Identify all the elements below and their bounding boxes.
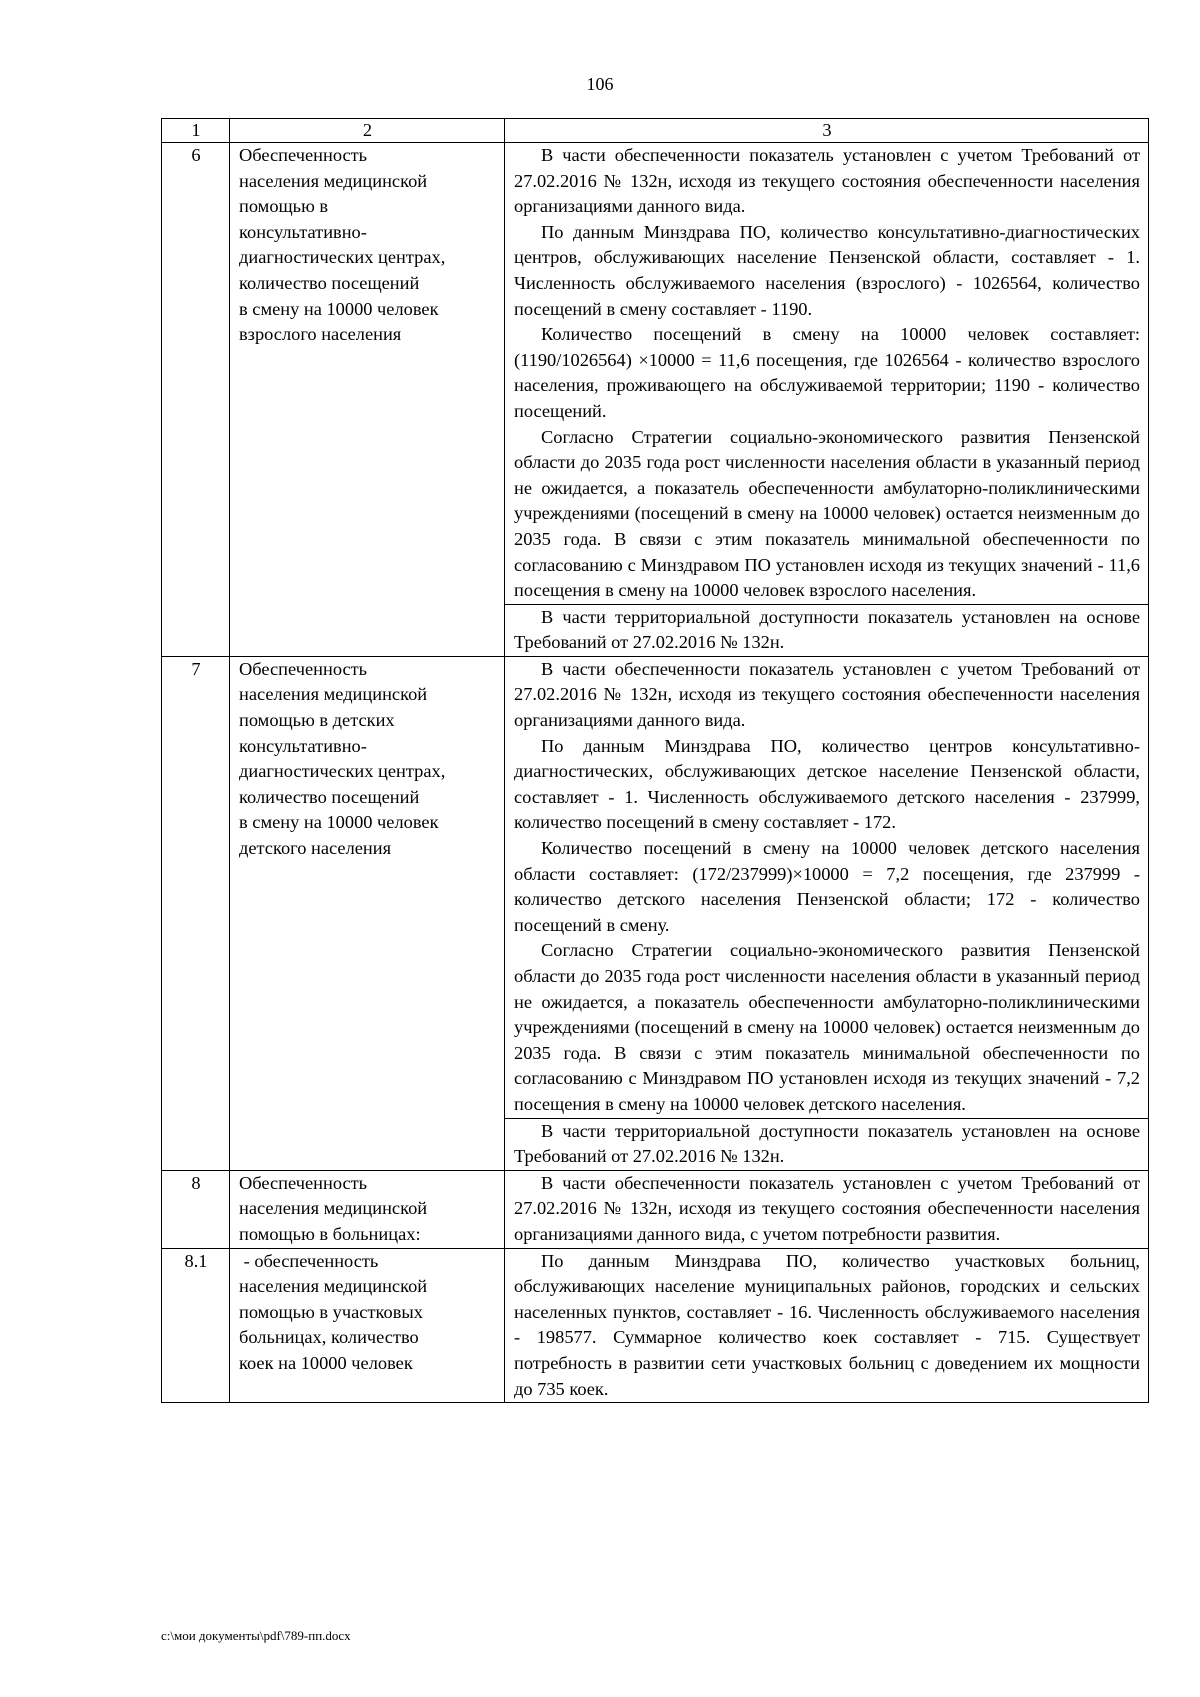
row-number: 7 <box>162 656 230 1170</box>
header-col-1: 1 <box>162 119 230 143</box>
name-line: помощью в детских <box>239 710 395 731</box>
access-cell <box>505 1118 1149 1170</box>
name-line: детского населения <box>239 838 392 859</box>
row-number: 6 <box>162 143 230 657</box>
table-header-row <box>162 119 1149 143</box>
justification-cell <box>505 143 1149 605</box>
name-line: населения медицинской <box>239 170 428 191</box>
paragraph: По данным Минздрава ПО, количество консультативно-диагностических центров, обслуживающих население Пензенской области, составляет - 1. Численность обслуживаемого населения (взрослого) - 1026564, количество посещений в смену составляет - 1190. <box>514 221 1140 319</box>
paragraph: Согласно Стратегии социально-экономического развития Пензенской области до 2035 года рост численности населения области в указанный период не ожидается, а показатель обеспеченности амбулаторно-поликлиническими учреждениями (посещений в смену на 10000 человек) остается неизменным до 2035 года. В связи с этим показатель минимальной обеспеченности по согласованию с Минздравом ПО установлен исходя из текущих значений - 7,2 посещения в смену на 10000 человек детского населения. <box>514 940 1140 1114</box>
name-line: диагностических центрах, <box>239 761 446 782</box>
name-line: помощью в больницах: <box>239 1223 421 1244</box>
name-line: в смену на 10000 человек <box>239 298 439 319</box>
name-line: населения медицинской <box>239 684 428 705</box>
name-line: диагностических центрах, <box>239 247 446 268</box>
name-line: взрослого населения <box>239 324 402 345</box>
name-line: помощью в <box>239 196 329 217</box>
name-line: - обеспеченность <box>239 1250 379 1271</box>
paragraph: В части обеспеченности показатель установлен с учетом Требований от 27.02.2016 № 132н, исходя из текущего состояния обеспеченности населения организациями данного вида. <box>514 145 1140 217</box>
name-line: в смену на 10000 человек <box>239 812 439 833</box>
indicator-table <box>161 118 1149 1403</box>
paragraph: По данным Минздрава ПО, количество участковых больниц, обслуживающих население муниципальных районов, городских и сельских населенных пунктов, составляет - 16. Численность обслуживаемого населения - 198577. Суммарное количество коек составляет - 715. Существует потребность в развитии сети участковых больниц с доведением их мощности до 735 коек. <box>514 1250 1140 1399</box>
paragraph: В части обеспеченности показатель установлен с учетом Требований от 27.02.2016 № 132н, исходя из текущего состояния обеспеченности населения организациями данного вида. <box>514 658 1140 731</box>
table-row <box>162 656 1149 1118</box>
justification-cell <box>505 1248 1149 1403</box>
name-line: населения медицинской <box>239 1198 428 1219</box>
name-line: Обеспеченность <box>239 1172 368 1193</box>
justification-cell <box>505 1170 1149 1248</box>
paragraph: В части территориальной доступности показатель установлен на основе Требований от 27.02.2016 № 132н. <box>514 606 1140 653</box>
header-col-2: 2 <box>230 119 505 143</box>
name-line: количество посещений <box>239 786 420 807</box>
page-number: 106 <box>586 74 614 94</box>
name-line: Обеспеченность <box>239 145 368 165</box>
file-path-footer: c:\мои документы\pdf\789-пп.docx <box>161 1628 351 1643</box>
indicator-name <box>230 1170 505 1248</box>
name-line: населения медицинской <box>239 1276 428 1297</box>
name-line: количество посещений <box>239 272 420 293</box>
name-line: консультативно- <box>239 735 367 756</box>
row-number: 8.1 <box>162 1248 230 1403</box>
name-line: помощью в участковых <box>239 1301 423 1322</box>
name-line: Обеспеченность <box>239 658 368 679</box>
table-row <box>162 1170 1149 1248</box>
indicator-name <box>230 656 505 1170</box>
paragraph: Согласно Стратегии социально-экономического развития Пензенской области до 2035 года рост численности населения области в указанный период не ожидается, а показатель обеспеченности амбулаторно-поликлиническими учреждениями (посещений в смену на 10000 человек) остается неизменным до 2035 года. В связи с этим показатель минимальной обеспеченности по согласованию с Минздравом ПО установлен исходя из текущих значений - 11,6 посещения в смену на 10000 человек взрослого населения. <box>514 426 1140 601</box>
paragraph: Количество посещений в смену на 10000 человек детского населения области составляет: (172/237999)×10000 = 7,2 посещения, где 237999 - количество детского населения Пензенской области; 172 - количество посещений в смену. <box>514 838 1140 935</box>
indicator-name <box>230 1248 505 1403</box>
name-line: больницах, количество <box>239 1327 419 1348</box>
access-cell <box>505 604 1149 656</box>
indicator-name <box>230 143 505 657</box>
paragraph: В части территориальной доступности показатель установлен на основе Требований от 27.02.2016 № 132н. <box>514 1120 1140 1167</box>
paragraph: По данным Минздрава ПО, количество центров консультативно-диагностических, обслуживающих детское население Пензенской области, составляет - 1. Численность обслуживаемого детского населения - 237999, количество посещений в смену составляет - 172. <box>514 735 1140 833</box>
table-row <box>162 1248 1149 1403</box>
header-col-3: 3 <box>505 119 1149 143</box>
name-line: консультативно- <box>239 221 367 242</box>
justification-cell <box>505 656 1149 1118</box>
name-line: коек на 10000 человек <box>239 1352 413 1373</box>
paragraph: В части обеспеченности показатель установлен с учетом Требований от 27.02.2016 № 132н, исходя из текущего состояния обеспеченности населения организациями данного вида, с учетом потребности развития. <box>514 1172 1140 1244</box>
paragraph: Количество посещений в смену на 10000 человек составляет: (1190/1026564) ×10000 = 11,6 посещения, где 1026564 - количество взрослого населения, проживающего на обслуживаемой территории; 1190 - количество посещений. <box>514 324 1140 421</box>
row-number: 8 <box>162 1170 230 1248</box>
table-row <box>162 143 1149 605</box>
